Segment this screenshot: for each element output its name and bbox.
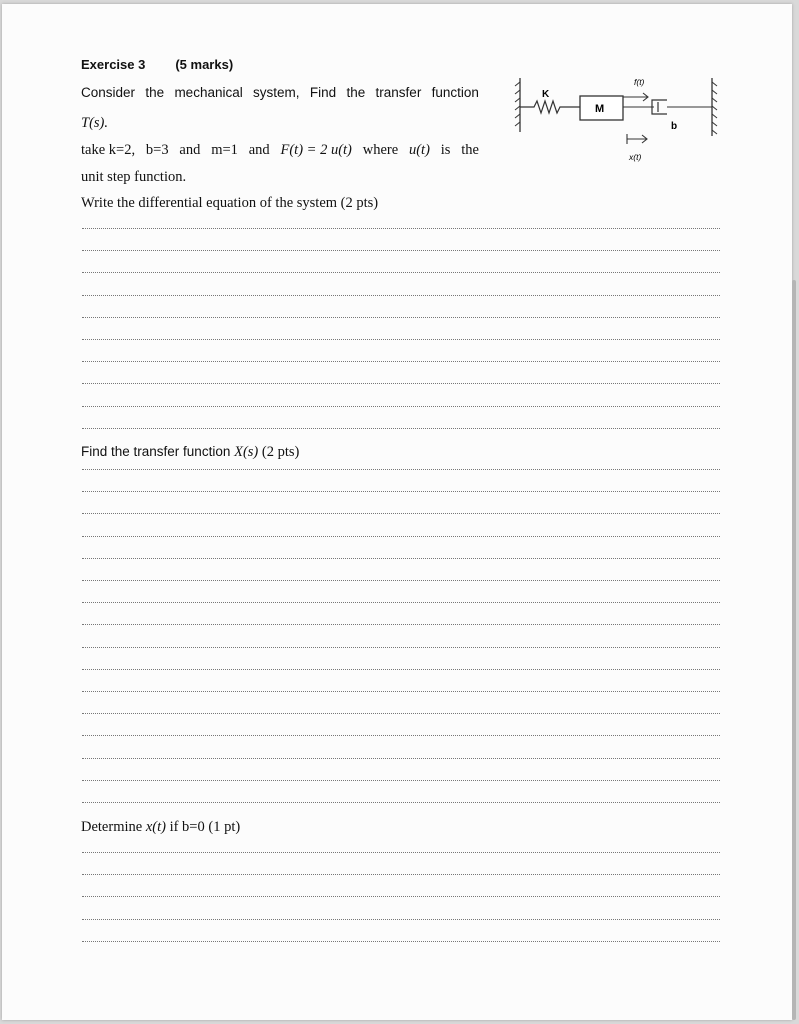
answer-line[interactable]: [82, 383, 720, 384]
answer-line[interactable]: [82, 361, 720, 362]
intro-word: Consider: [81, 85, 136, 100]
answer-line[interactable]: [82, 919, 720, 920]
answer-line[interactable]: [82, 295, 720, 296]
answer-line[interactable]: [82, 428, 720, 429]
answer-line[interactable]: [82, 272, 720, 273]
intro-word: system,: [253, 85, 300, 100]
answer-line[interactable]: [82, 513, 720, 514]
intro-word: is: [440, 142, 451, 158]
intro-word: the: [145, 85, 165, 100]
answer-line[interactable]: [82, 691, 720, 692]
intro-word: transfer: [375, 85, 422, 100]
right-wall-hatching: [712, 82, 717, 134]
answer-line[interactable]: [82, 802, 720, 803]
intro-line-1: [81, 85, 479, 100]
answer-line[interactable]: [82, 780, 720, 781]
answer-line[interactable]: [82, 713, 720, 714]
question-1-text: Write the differential equation of the system (2 pts): [81, 195, 379, 211]
answer-line[interactable]: [82, 406, 720, 407]
spring-label: K: [542, 89, 550, 100]
intro-word: and: [179, 142, 201, 158]
exercise-title: Exercise 3: [81, 57, 146, 72]
answer-line[interactable]: [82, 339, 720, 340]
worksheet-page: [2, 4, 792, 1020]
answer-line[interactable]: [82, 317, 720, 318]
answer-line[interactable]: [82, 558, 720, 559]
intro-word: the: [461, 142, 479, 158]
intro-line-4: unit step function.: [81, 169, 187, 185]
answer-line[interactable]: [82, 735, 720, 736]
spring: [520, 101, 580, 113]
exercise-marks: (5 marks): [175, 57, 234, 72]
mass-spring-damper-diagram: [502, 70, 730, 170]
intro-word: function: [431, 85, 479, 100]
scrollbar[interactable]: [792, 280, 796, 1020]
damper-cylinder: [652, 100, 667, 114]
intro-word: where: [362, 142, 399, 158]
intro-word: take k=2,: [81, 142, 136, 158]
displacement-label: x(t): [629, 152, 642, 162]
exercise-header: [81, 57, 233, 72]
answer-line[interactable]: [82, 852, 720, 853]
intro-word: the: [346, 85, 366, 100]
answer-line[interactable]: [82, 580, 720, 581]
intro-line-3: [81, 142, 479, 159]
intro-word: u(t): [408, 142, 430, 158]
intro-word: m=1: [211, 142, 238, 158]
answer-line[interactable]: [82, 602, 720, 603]
tf-symbol: T(s).: [81, 115, 108, 131]
force-label: f(t): [634, 77, 645, 87]
answer-line[interactable]: [82, 250, 720, 251]
answer-line[interactable]: [82, 491, 720, 492]
left-wall-hatching: [515, 82, 520, 126]
damper-label: b: [671, 121, 678, 132]
answer-line[interactable]: [82, 941, 720, 942]
mass-label: M: [595, 103, 605, 115]
answer-line[interactable]: [82, 896, 720, 897]
intro-word: Find: [309, 85, 337, 100]
question-3-text: Determine x(t) if b=0 (1 pt): [81, 819, 241, 835]
answer-line[interactable]: [82, 647, 720, 648]
intro-word: b=3: [145, 142, 169, 158]
answer-line[interactable]: [82, 536, 720, 537]
answer-line[interactable]: [82, 758, 720, 759]
answer-line[interactable]: [82, 669, 720, 670]
answer-line[interactable]: [82, 624, 720, 625]
question-2-text: Find the transfer function X(s) (2 pts): [81, 444, 300, 460]
answer-line[interactable]: [82, 874, 720, 875]
answer-line[interactable]: [82, 469, 720, 470]
intro-word: mechanical: [174, 85, 243, 100]
intro-word: and: [248, 142, 270, 158]
intro-word: F(t) = 2 u(t): [280, 142, 352, 158]
answer-line[interactable]: [82, 228, 720, 229]
